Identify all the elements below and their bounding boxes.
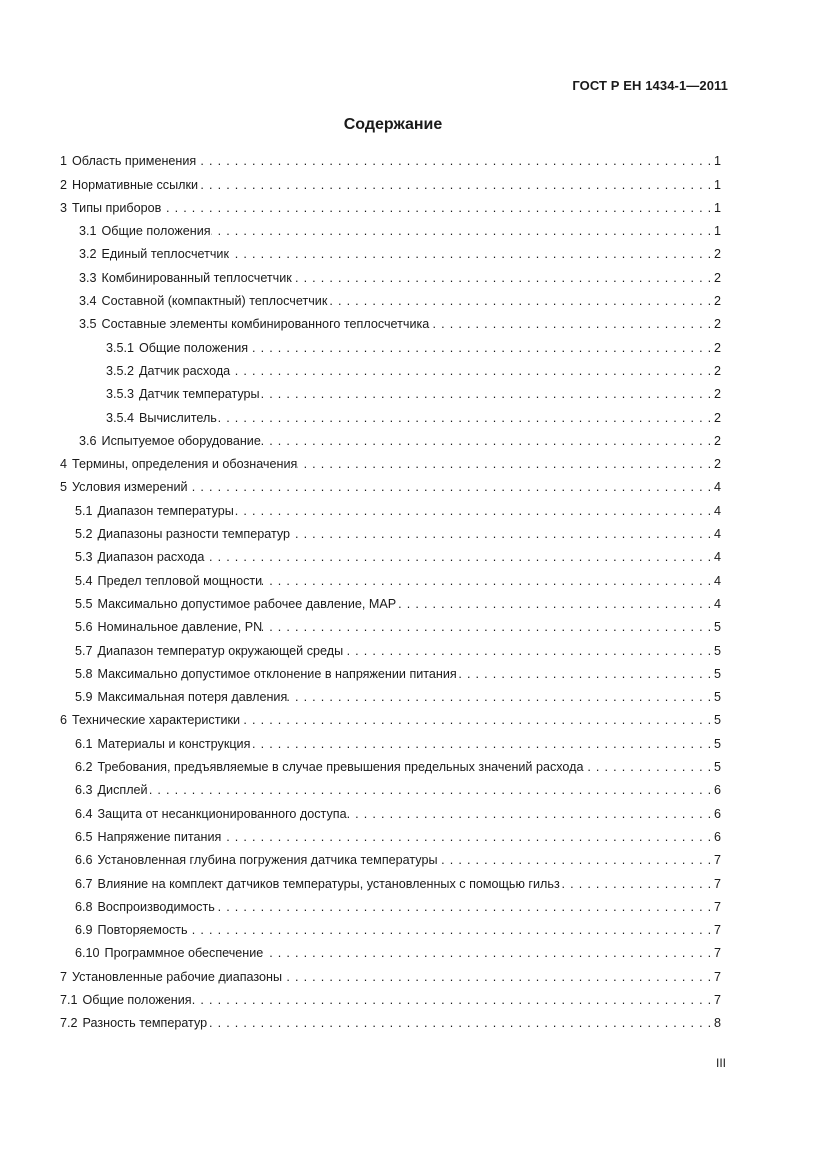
toc-entry-number: 7: [60, 969, 68, 984]
toc-entry[interactable]: [60, 430, 721, 453]
toc-entry-page: 7: [713, 992, 721, 1007]
toc-entry-title: Область применения: [72, 154, 197, 169]
toc-entry[interactable]: [60, 499, 721, 522]
toc-entry-page: 5: [713, 760, 721, 775]
toc-entry-title: Термины, определения и обозначения: [72, 457, 298, 472]
toc-entry-page: 2: [713, 363, 721, 378]
toc-entry-page: 8: [713, 1016, 721, 1031]
toc-entry-number: 5.8: [75, 666, 93, 681]
toc-entry-number: 3.5.2: [106, 363, 135, 378]
toc-entry-page: 2: [713, 410, 721, 425]
toc-entry[interactable]: [60, 826, 721, 849]
toc-entry-page: 2: [713, 433, 721, 448]
toc-dot-leader: [188, 476, 712, 499]
toc-entry-number: 3.5.1: [106, 340, 135, 355]
toc-entry-page: 1: [713, 177, 721, 192]
toc-entry-number: 6.8: [75, 899, 93, 914]
toc-entry-title: Единый теплосчетчик: [101, 247, 229, 262]
toc-entry-page: 6: [713, 829, 721, 844]
toc-entry-number: 5.2: [75, 527, 93, 542]
toc-dot-leader: [204, 546, 712, 569]
toc-entry[interactable]: [60, 965, 721, 988]
toc-dot-leader: [287, 686, 712, 709]
toc-entry[interactable]: [60, 313, 721, 336]
toc-dot-leader: [262, 616, 712, 639]
toc-dot-leader: [560, 873, 712, 896]
toc-entry[interactable]: [60, 243, 721, 266]
toc-entry[interactable]: [60, 942, 721, 965]
toc-entry[interactable]: [60, 989, 721, 1012]
toc-entry-number: 4: [60, 457, 68, 472]
toc-dot-leader: [215, 896, 712, 919]
toc-dot-leader: [261, 430, 712, 453]
toc-entry-title: Общие положения: [82, 992, 192, 1007]
toc-entry-page: 4: [713, 573, 721, 588]
toc-entry-title: Диапазон температуры: [97, 503, 234, 518]
toc-entry-title: Датчик расхода: [139, 363, 231, 378]
toc-entry[interactable]: [60, 872, 721, 895]
toc-entry-title: Испытуемое оборудование: [101, 433, 261, 448]
toc-entry[interactable]: [60, 569, 721, 592]
toc-entry-number: 6.4: [75, 806, 93, 821]
toc-entry-page: 7: [713, 969, 721, 984]
toc-entry-page: 4: [713, 503, 721, 518]
toc-entry-number: 5.9: [75, 690, 93, 705]
toc-entry[interactable]: [60, 709, 721, 732]
toc-entry-title: Номинальное давление, PN: [97, 620, 263, 635]
toc-dot-leader: [198, 174, 712, 197]
toc-dot-leader: [290, 523, 712, 546]
toc-entry[interactable]: [60, 453, 721, 476]
toc-entry-number: 7.2: [60, 1016, 78, 1031]
toc-entry-title: Требования, предъявляемые в случае превышения предельных значений расхода: [97, 760, 584, 775]
toc-entry-number: 6.3: [75, 783, 93, 798]
table-of-contents: [60, 150, 721, 1035]
toc-entry[interactable]: [60, 150, 721, 173]
toc-dot-leader: [217, 407, 712, 430]
toc-entry[interactable]: [60, 360, 721, 383]
toc-entry-page: 2: [713, 340, 721, 355]
toc-entry[interactable]: [60, 686, 721, 709]
toc-entry-page: 7: [713, 946, 721, 961]
toc-dot-leader: [327, 290, 712, 313]
toc-entry-title: Комбинированный теплосчетчик: [101, 270, 292, 285]
toc-entry-page: 7: [713, 923, 721, 938]
toc-dot-leader: [429, 313, 712, 336]
toc-entry[interactable]: [60, 849, 721, 872]
toc-dot-leader: [207, 1012, 712, 1035]
toc-dot-leader: [192, 989, 712, 1012]
toc-entry[interactable]: [60, 919, 721, 942]
toc-entry-number: 3.5: [79, 317, 97, 332]
toc-dot-leader: [260, 383, 712, 406]
toc-entry[interactable]: [60, 266, 721, 289]
page-number: III: [715, 1056, 726, 1070]
toc-entry-title: Условия измерений: [72, 480, 188, 495]
toc-entry-number: 6.2: [75, 760, 93, 775]
toc-entry-title: Напряжение питания: [97, 829, 222, 844]
toc-entry-page: 5: [713, 690, 721, 705]
toc-entry-number: 6.7: [75, 876, 93, 891]
toc-dot-leader: [297, 453, 712, 476]
toc-entry-page: 4: [713, 550, 721, 565]
toc-dot-leader: [234, 500, 712, 523]
toc-entry-title: Защита от несанкционированного доступа: [97, 806, 347, 821]
toc-dot-leader: [282, 966, 712, 989]
toc-dot-leader: [221, 826, 712, 849]
toc-dot-leader: [148, 779, 712, 802]
toc-entry-page: 7: [713, 899, 721, 914]
toc-entry-number: 3.3: [79, 270, 97, 285]
toc-dot-leader: [250, 733, 712, 756]
toc-entry[interactable]: [60, 406, 721, 429]
toc-dot-leader: [263, 942, 712, 965]
toc-entry-title: Разность температур: [82, 1016, 208, 1031]
toc-entry-title: Установленные рабочие диапазоны: [72, 969, 283, 984]
toc-entry[interactable]: [60, 197, 721, 220]
toc-entry-title: Предел тепловой мощности: [97, 573, 263, 588]
toc-entry-page: 6: [713, 806, 721, 821]
toc-entry-title: Воспроизводимость: [97, 899, 215, 914]
toc-entry-page: 2: [713, 317, 721, 332]
toc-entry-page: 2: [713, 270, 721, 285]
toc-dot-leader: [240, 709, 712, 732]
toc-entry[interactable]: [60, 639, 721, 662]
toc-dot-leader: [229, 243, 712, 266]
toc-entry-page: 7: [713, 853, 721, 868]
toc-entry-number: 5.7: [75, 643, 93, 658]
toc-dot-leader: [396, 593, 712, 616]
toc-entry-page: 4: [713, 596, 721, 611]
toc-entry-number: 5: [60, 480, 68, 495]
toc-entry[interactable]: [60, 732, 721, 755]
toc-entry-page: 6: [713, 783, 721, 798]
toc-entry-page: 1: [713, 154, 721, 169]
toc-entry-title: Типы приборов: [72, 200, 162, 215]
toc-entry[interactable]: [60, 523, 721, 546]
toc-entry-page: 5: [713, 736, 721, 751]
toc-entry[interactable]: [60, 1012, 721, 1035]
toc-entry-number: 3.4: [79, 294, 97, 309]
toc-entry[interactable]: [60, 173, 721, 196]
toc-dot-leader: [292, 267, 712, 290]
toc-dot-leader: [584, 756, 712, 779]
toc-entry-page: 2: [713, 387, 721, 402]
toc-entry-title: Технические характеристики: [72, 713, 241, 728]
toc-entry-page: 2: [713, 247, 721, 262]
toc-entry-title: Вычислитель: [139, 410, 217, 425]
toc-entry-title: Составные элементы комбинированного теплосчетчика: [101, 317, 430, 332]
toc-entry-page: 1: [713, 224, 721, 239]
toc-entry-title: Максимально допустимое отклонение в напряжении питания: [97, 666, 457, 681]
toc-entry[interactable]: [60, 220, 721, 243]
toc-entry-title: Составной (компактный) теплосчетчик: [101, 294, 328, 309]
toc-entry-number: 6.9: [75, 923, 93, 938]
toc-dot-leader: [438, 849, 712, 872]
toc-entry-number: 3.6: [79, 433, 97, 448]
toc-entry-number: 1: [60, 154, 68, 169]
toc-entry-number: 6.1: [75, 736, 93, 751]
toc-entry[interactable]: [60, 383, 721, 406]
toc-entry-number: 3: [60, 200, 68, 215]
toc-entry-title: Повторяемость: [97, 923, 188, 938]
toc-dot-leader: [230, 360, 712, 383]
toc-entry-page: 5: [713, 620, 721, 635]
toc-entry-number: 6: [60, 713, 68, 728]
toc-entry-number: 5.5: [75, 596, 93, 611]
toc-entry-title: Диапазон расхода: [97, 550, 205, 565]
toc-entry[interactable]: [60, 756, 721, 779]
toc-entry[interactable]: [60, 290, 721, 313]
toc-entry-number: 3.2: [79, 247, 97, 262]
toc-entry-number: 5.1: [75, 503, 93, 518]
toc-entry-number: 3.5.3: [106, 387, 135, 402]
toc-entry[interactable]: [60, 779, 721, 802]
toc-entry-number: 5.3: [75, 550, 93, 565]
toc-entry-page: 7: [713, 876, 721, 891]
toc-entry-page: 2: [713, 457, 721, 472]
toc-dot-leader: [262, 570, 712, 593]
toc-entry-number: 6.6: [75, 853, 93, 868]
toc-entry[interactable]: [60, 336, 721, 359]
toc-entry-title: Максимально допустимое рабочее давление, MAP: [97, 596, 397, 611]
toc-entry-title: Диапазон температур окружающей среды: [97, 643, 344, 658]
toc-dot-leader: [211, 220, 712, 243]
toc-entry-title: Датчик температуры: [139, 387, 260, 402]
toc-entry[interactable]: [60, 616, 721, 639]
toc-dot-leader: [248, 337, 712, 360]
toc-entry-title: Общие положения: [101, 224, 211, 239]
toc-entry-title: Материалы и конструкция: [97, 736, 251, 751]
toc-entry-title: Программное обеспечение: [104, 946, 264, 961]
toc-entry-page: 2: [713, 294, 721, 309]
toc-dot-leader: [343, 640, 712, 663]
toc-entry-number: 7.1: [60, 992, 78, 1007]
toc-entry[interactable]: [60, 593, 721, 616]
toc-entry-title: Влияние на комплект датчиков температуры, установленных с помощью гильз: [97, 876, 560, 891]
toc-entry-page: 5: [713, 643, 721, 658]
toc-dot-leader: [196, 150, 712, 173]
toc-entry-title: Нормативные ссылки: [72, 177, 199, 192]
toc-entry-number: 2: [60, 177, 68, 192]
document-id: ГОСТ Р ЕН 1434-1—2011: [572, 78, 728, 93]
toc-title: Содержание: [343, 116, 443, 133]
toc-dot-leader: [161, 197, 712, 220]
toc-entry-title: Диапазоны разности температур: [97, 527, 291, 542]
toc-entry-page: 1: [713, 200, 721, 215]
toc-entry[interactable]: [60, 802, 721, 825]
toc-entry-title: Дисплей: [97, 783, 148, 798]
toc-entry-number: 3.5.4: [106, 410, 135, 425]
toc-entry[interactable]: [60, 663, 721, 686]
toc-entry-page: 4: [713, 480, 721, 495]
toc-entry-page: 5: [713, 666, 721, 681]
toc-entry-title: Общие положения: [139, 340, 249, 355]
toc-entry[interactable]: [60, 476, 721, 499]
toc-entry-title: Максимальная потеря давления: [97, 690, 288, 705]
toc-entry-number: 6.10: [75, 946, 100, 961]
toc-entry-number: 3.1: [79, 224, 97, 239]
toc-entry-number: 5.6: [75, 620, 93, 635]
toc-dot-leader: [188, 919, 712, 942]
toc-entry-page: 4: [713, 527, 721, 542]
toc-entry-number: 6.5: [75, 829, 93, 844]
toc-entry[interactable]: [60, 546, 721, 569]
toc-dot-leader: [347, 803, 712, 826]
toc-entry[interactable]: [60, 896, 721, 919]
toc-dot-leader: [457, 663, 712, 686]
toc-entry-page: 5: [713, 713, 721, 728]
toc-entry-title: Установленная глубина погружения датчика температуры: [97, 853, 438, 868]
toc-entry-number: 5.4: [75, 573, 93, 588]
